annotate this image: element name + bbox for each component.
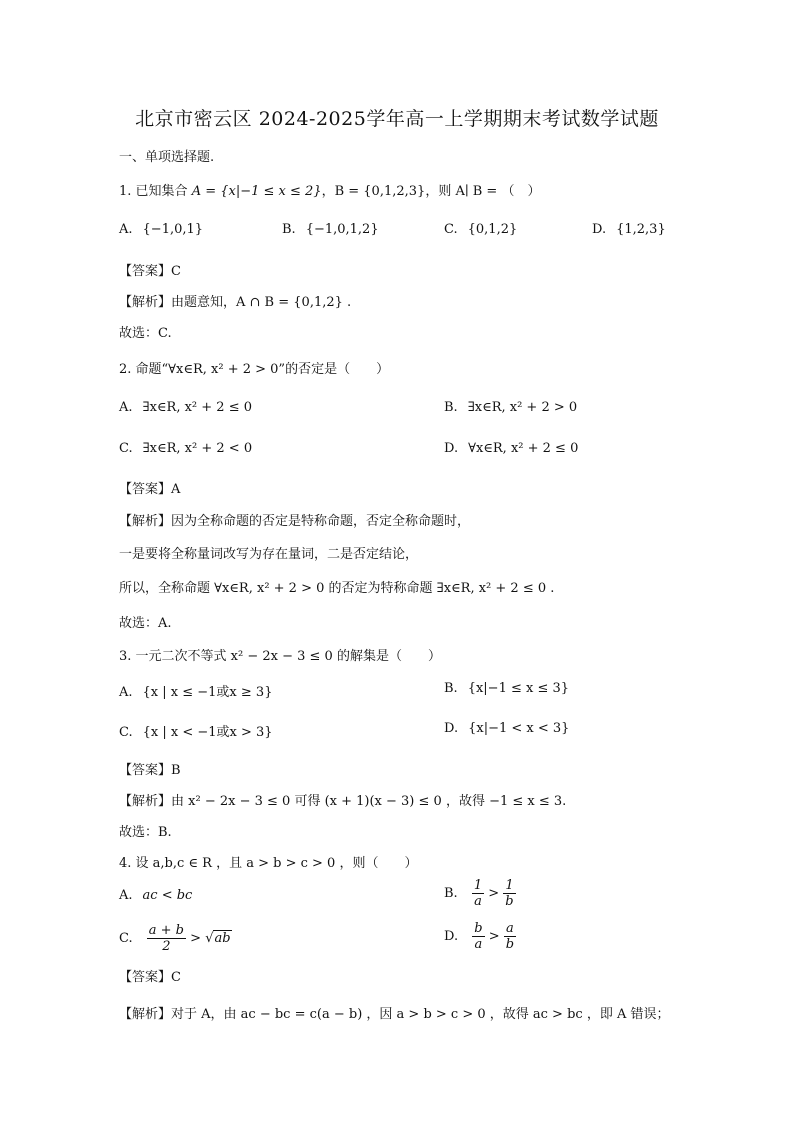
- operator: >: [488, 929, 500, 944]
- answer-value: B: [171, 763, 181, 778]
- denominator: a: [474, 894, 482, 909]
- numerator: 1: [473, 878, 483, 893]
- fraction: [504, 921, 516, 952]
- option-text: ∀x∈R, x² + 2 ≤ 0: [468, 441, 579, 456]
- option-label: A.: [119, 400, 133, 415]
- q4-option-c: [119, 923, 232, 954]
- option-label: C.: [119, 725, 133, 740]
- q4-option-b: [444, 878, 516, 909]
- option-label: D.: [444, 441, 459, 456]
- analysis-text: 由题意知，A ∩ B = {0,1,2} .: [171, 295, 352, 310]
- fraction: [472, 878, 484, 909]
- q2-option-b: [444, 400, 577, 415]
- answer-label: 【答案】: [119, 763, 172, 778]
- answer-label: 【答案】: [119, 482, 172, 497]
- option-label: C.: [119, 441, 133, 456]
- option-label: C.: [119, 931, 133, 946]
- q3-option-d: [444, 721, 569, 736]
- denominator: a: [474, 937, 483, 952]
- option-label: D.: [444, 929, 459, 944]
- fraction: [472, 921, 484, 952]
- analysis-label: 【解析】: [119, 295, 172, 310]
- option-label: B.: [282, 222, 296, 237]
- option-label: D.: [592, 222, 607, 237]
- q2-option-d: [444, 441, 578, 456]
- question-1-prefix: 1. 已知集合: [119, 184, 188, 199]
- option-label: D.: [444, 721, 459, 736]
- option-text: {x|−1 < x < 3}: [468, 721, 570, 736]
- fraction: [147, 923, 186, 954]
- section-heading: 一、单项选择题.: [119, 150, 215, 165]
- analysis-text: 对于 A，由 ac − bc = c(a − b) ，因 a > b > c > 0 ，故得 ac > bc ，即 A 错误；: [171, 1007, 670, 1022]
- numerator: a: [504, 921, 516, 937]
- question-2-stem: 2. 命题“∀x∈R, x² + 2 > 0”的否定是（ ）: [119, 362, 390, 377]
- option-text: {x | x ≤ −1或x ≥ 3}: [142, 685, 273, 700]
- answer-value: C: [171, 970, 181, 985]
- q3-option-c: [119, 721, 273, 740]
- analysis-text: 由 x² − 2x − 3 ≤ 0 可得 (x + 1)(x − 3) ≤ 0 ，故得 −1 ≤ x ≤ 3.: [171, 794, 567, 809]
- q1-option-b: [282, 222, 379, 237]
- q3-option-b: [444, 681, 569, 696]
- q3-option-a: [119, 681, 272, 700]
- answer-label: 【答案】: [119, 970, 172, 985]
- page-title: 北京市密云区 2024-2025学年高一上学期期末考试数学试题: [135, 108, 659, 130]
- q2-conclusion: 故选：A.: [119, 616, 172, 631]
- option-label: A.: [119, 888, 133, 903]
- q2-analysis-2: 一是要将全称量词改写为存在量词，二是否定结论，: [119, 547, 419, 562]
- operator: >: [488, 886, 500, 901]
- q1-conclusion: 故选：C.: [119, 326, 172, 341]
- q1-answer: [119, 260, 181, 279]
- q2-option-a: [119, 400, 252, 415]
- option-text: {−1,0,1,2}: [305, 222, 379, 237]
- denominator: b: [505, 937, 515, 952]
- q1-analysis: [119, 291, 351, 310]
- option-text: {x | x < −1或x > 3}: [142, 725, 273, 740]
- option-text: ac < bc: [142, 888, 193, 903]
- numerator: b: [474, 921, 483, 936]
- q2-analysis-1: [119, 510, 470, 529]
- radicand: ab: [214, 931, 231, 946]
- question-3-stem: 3. 一元二次不等式 x² − 2x − 3 ≤ 0 的解集是（ ）: [119, 649, 441, 664]
- fraction: [503, 878, 515, 909]
- option-label: B.: [444, 886, 458, 901]
- option-text: ∃x∈R, x² + 2 ≤ 0: [142, 400, 252, 415]
- q2-option-c: [119, 441, 252, 456]
- q3-answer: [119, 759, 181, 778]
- q4-answer: [119, 966, 181, 985]
- denominator: 2: [162, 939, 171, 954]
- option-text: {−1,0,1}: [142, 222, 204, 237]
- q4-analysis: [119, 1003, 669, 1022]
- option-text: {x|−1 ≤ x ≤ 3}: [467, 681, 570, 696]
- q1-option-a: [119, 222, 203, 237]
- analysis-label: 【解析】: [119, 514, 172, 529]
- option-label: A.: [119, 222, 133, 237]
- answer-value: A: [171, 482, 181, 497]
- question-1-set-a: A = {x|−1 ≤ x ≤ 2}: [191, 184, 322, 199]
- denominator: b: [505, 894, 514, 909]
- option-label: A.: [119, 685, 133, 700]
- analysis-label: 【解析】: [119, 794, 172, 809]
- analysis-label: 【解析】: [119, 1007, 172, 1022]
- sqrt-symbol: √: [205, 931, 214, 946]
- option-text: {1,2,3}: [616, 222, 666, 237]
- option-label: B.: [444, 400, 458, 415]
- operator: >: [190, 931, 202, 946]
- option-text: {0,1,2}: [467, 222, 518, 237]
- q2-answer: [119, 478, 180, 497]
- option-text: ∃x∈R, x² + 2 > 0: [467, 400, 578, 415]
- q3-conclusion: 故选：B.: [119, 825, 172, 840]
- analysis-text: 因为全称命题的否定是特称命题，否定全称命题时，: [171, 514, 471, 529]
- q4-option-d: [444, 921, 516, 952]
- question-1-suffix: ，则 A∣ B = （ ）: [425, 184, 541, 199]
- q3-analysis: [119, 790, 566, 809]
- q4-option-a: [119, 888, 192, 903]
- answer-value: C: [171, 264, 181, 279]
- question-4-stem: 4. 设 a,b,c ∈ R ，且 a > b > c > 0 ，则（ ）: [119, 856, 418, 871]
- option-label: B.: [444, 681, 458, 696]
- numerator: 1: [503, 878, 515, 894]
- numerator: a + b: [148, 923, 184, 938]
- question-1-stem: [119, 180, 540, 199]
- q1-option-c: [444, 222, 517, 237]
- q1-option-d: [592, 222, 666, 237]
- option-label: C.: [444, 222, 458, 237]
- option-text: ∃x∈R, x² + 2 < 0: [142, 441, 253, 456]
- question-1-set-b: ，B = {0,1,2,3}: [321, 184, 426, 199]
- q2-analysis-3: 所以，全称命题 ∀x∈R, x² + 2 > 0 的否定为特称命题 ∃x∈R, x² + 2 ≤ 0 .: [119, 581, 555, 596]
- answer-label: 【答案】: [119, 264, 172, 279]
